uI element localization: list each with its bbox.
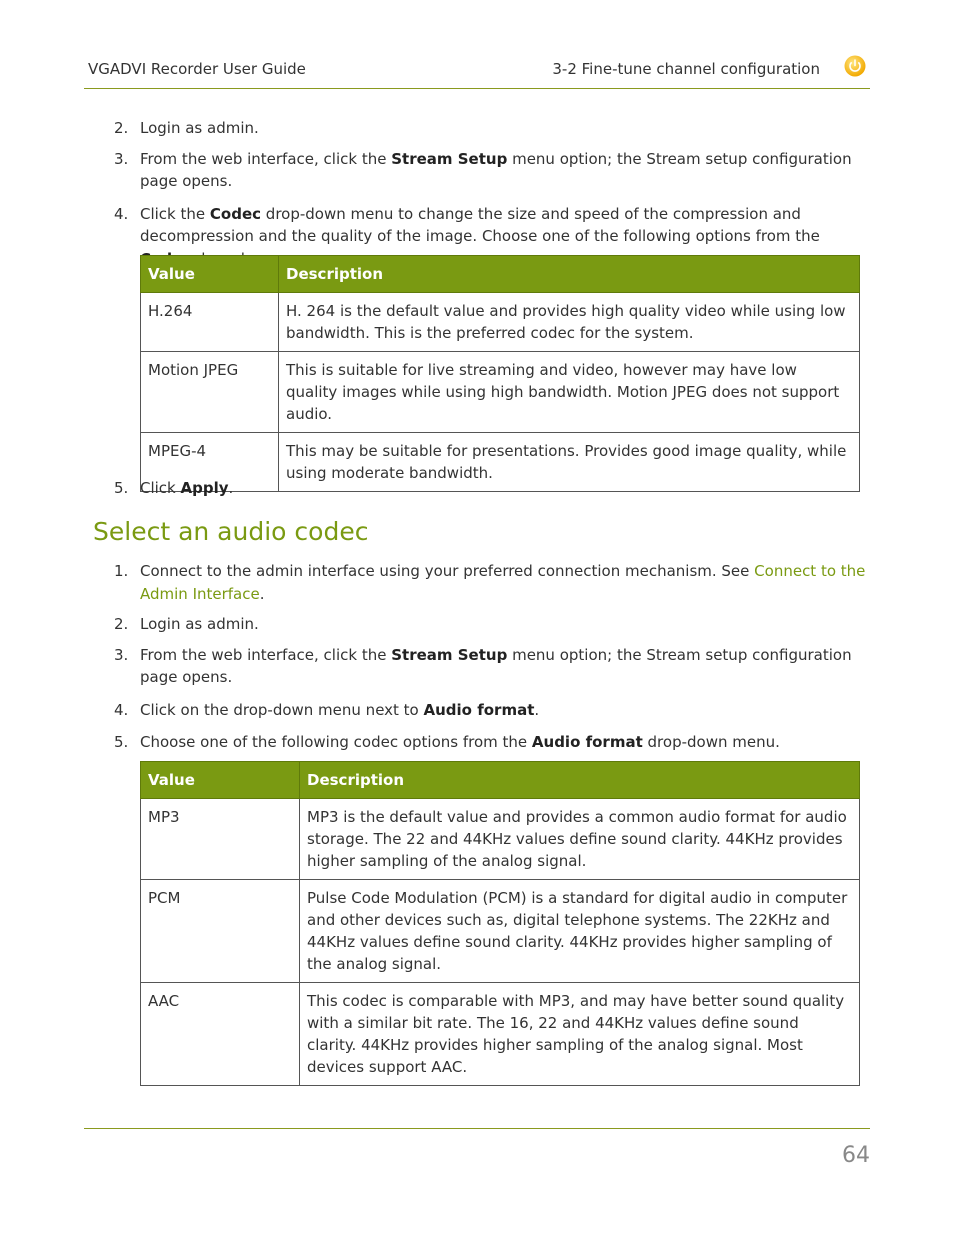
list-item: 4. Click on the drop-down menu next to Audio format. (114, 700, 540, 719)
audio-codec-table (140, 761, 860, 1086)
connect-admin-link[interactable]: Connect to the Admin Interface (140, 562, 866, 603)
cell-value: MP3 (141, 799, 300, 880)
footer-divider (84, 1128, 870, 1129)
cell-value: AAC (141, 983, 300, 1086)
column-header-value: Value (141, 762, 300, 799)
cell-description: This is suitable for live streaming and video, however may have low quality images while using high bandwidth. Motion JPEG does not support audio. (279, 352, 860, 433)
list-item: 2. Login as admin. (114, 119, 259, 137)
page-number: 64 (842, 1143, 870, 1168)
steps-list-apply (84, 477, 870, 500)
table-row (141, 983, 860, 1086)
cell-description: H. 264 is the default value and provides high quality video while using low bandwidth. This is the preferred codec for the system. (279, 293, 860, 352)
list-item: 2. Login as admin. (114, 615, 259, 633)
list-item: 3. From the web interface, click the Stream Setup menu option; the Stream setup configuration page opens. (114, 645, 852, 686)
column-header-description: Description (300, 762, 860, 799)
column-header-value: Value (141, 256, 279, 293)
steps-list-audio (84, 560, 870, 754)
list-item: 1. Connect to the admin interface using your preferred connection mechanism. See Connect to the Admin Interface. (114, 562, 866, 603)
section-heading: Select an audio codec (93, 517, 369, 546)
apply-label: Apply (180, 479, 229, 497)
list-item: 3. From the web interface, click the Stream Setup menu option; the Stream setup configuration page opens. (114, 149, 852, 190)
power-sun-icon (844, 55, 866, 77)
column-header-description: Description (279, 256, 860, 293)
cell-description: MP3 is the default value and provides a common audio format for audio storage. The 22 and 44KHz values define sound clarity. 44KHz provides higher sampling of the analog signal. (300, 799, 860, 880)
codec-table (140, 255, 860, 492)
guide-title: VGADVI Recorder User Guide (88, 60, 306, 78)
cell-value: MPEG-4 (141, 433, 279, 492)
cell-description: This may be suitable for presentations. Provides good image quality, while using moderate bandwidth. (279, 433, 860, 492)
table-row (141, 352, 860, 433)
table-header-row (141, 762, 860, 799)
steps-list-video (84, 117, 870, 270)
cell-value: PCM (141, 880, 300, 983)
menu-name: Stream Setup (391, 149, 508, 168)
list-item: 4. Click the Codec drop-down menu to change the size and speed of the compression and decompression and the quality of the image. Choose one of the following options from the (114, 204, 820, 245)
page-header (84, 52, 870, 89)
table-row (141, 799, 860, 880)
cell-description: This codec is comparable with MP3, and may have better sound quality with a similar bit rate. The 16, 22 and 44KHz values define sound clarity. 44KHz provides higher sampling of the analog signal. Most devices support AAC. (300, 983, 860, 1086)
cell-value: Motion JPEG (141, 352, 279, 433)
table-header-row (141, 256, 860, 293)
cell-value: H.264 (141, 293, 279, 352)
section-title: 3-2 Fine-tune channel configuration (552, 60, 820, 78)
cell-description: Pulse Code Modulation (PCM) is a standard for digital audio in computer and other devices such as, digital telephone systems. The 22KHz and 44KHz values define sound clarity. 44KHz provides higher sampling of the analog signal. (300, 880, 860, 983)
list-item: 5. Click Apply. (114, 479, 234, 497)
table-row (141, 880, 860, 983)
list-item: 5. Choose one of the following codec options from the Audio format drop-down menu. (114, 733, 780, 751)
table-row (141, 293, 860, 352)
